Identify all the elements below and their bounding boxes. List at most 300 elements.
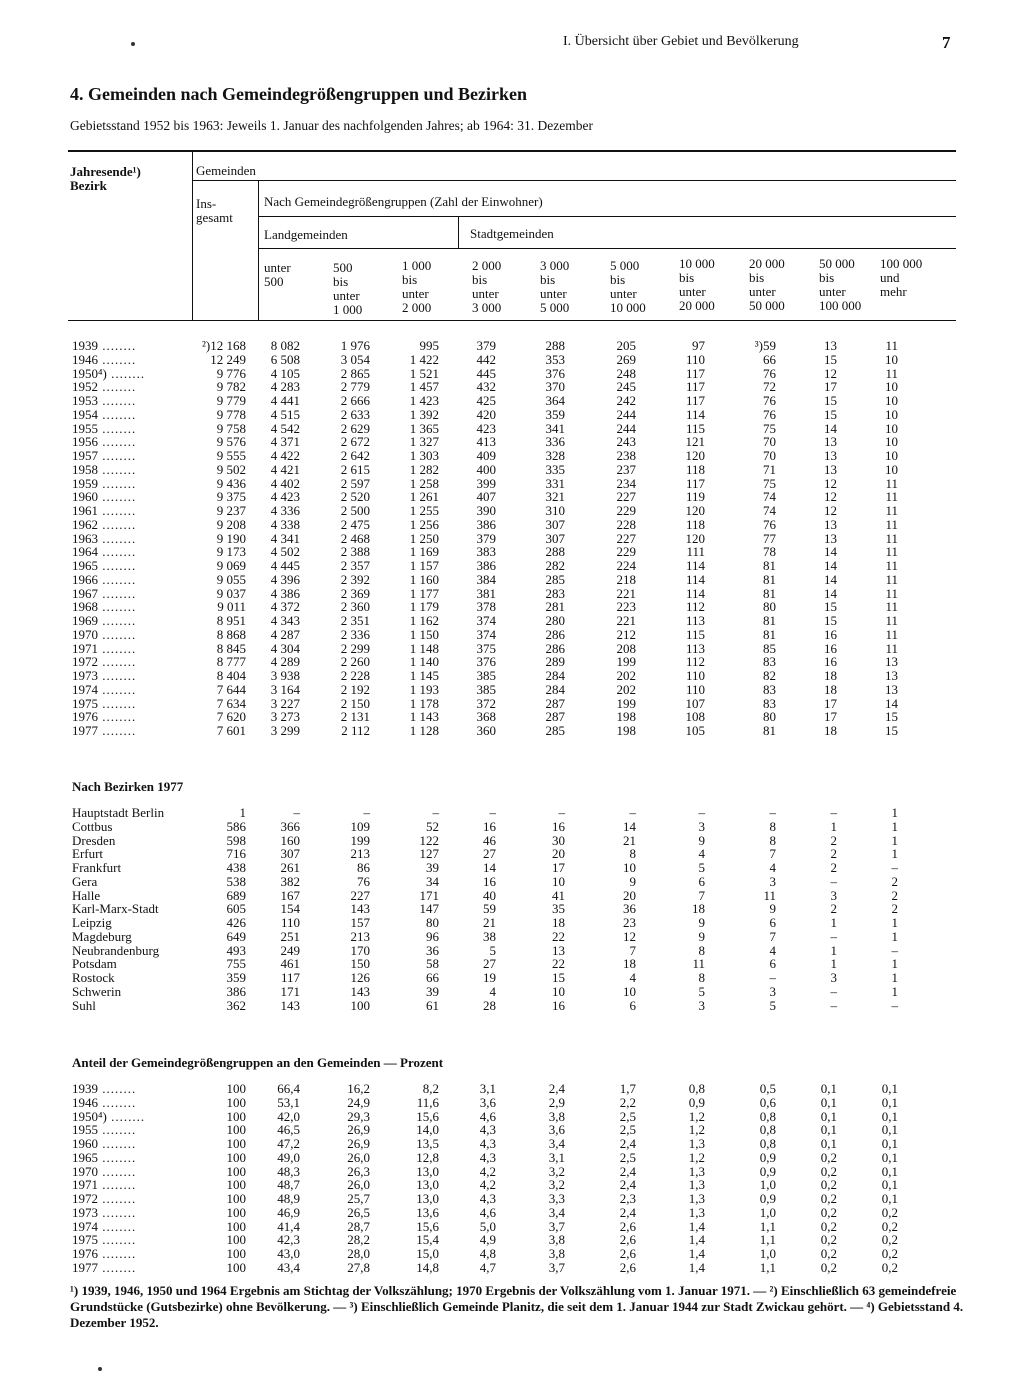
table-cell: 1,0 bbox=[759, 1177, 776, 1193]
table-cell: 19 bbox=[483, 970, 496, 985]
table-cell: 4 445 bbox=[270, 558, 300, 573]
table-cell: 4 542 bbox=[270, 420, 300, 436]
table-row bbox=[0, 1137, 1024, 1151]
table-cell: 66 bbox=[426, 970, 439, 985]
table-cell: 423 bbox=[476, 420, 496, 436]
table-cell: 66,4 bbox=[277, 1081, 300, 1096]
table-cell: 1 169 bbox=[409, 544, 439, 560]
table-cell: 0,1 bbox=[881, 1136, 898, 1151]
table-cell: 30 bbox=[552, 832, 565, 848]
table-cell: 7 644 bbox=[216, 681, 246, 697]
table-cell: 4 341 bbox=[270, 530, 300, 546]
table-cell: 14 bbox=[824, 420, 837, 436]
table-cell: 11,6 bbox=[416, 1094, 439, 1110]
table-cell: 1,4 bbox=[688, 1218, 705, 1234]
table-cell: 359 bbox=[226, 970, 246, 985]
table-cell: 310 bbox=[545, 503, 565, 518]
table-cell: 8 868 bbox=[216, 626, 246, 642]
leader-dots: ........ bbox=[98, 668, 137, 683]
table-cell: 120 bbox=[685, 448, 705, 463]
header-col-4: 2 000 bis unter 3 000 bbox=[472, 258, 502, 315]
table-cell: – bbox=[629, 805, 636, 820]
table-cell: 12 bbox=[824, 475, 837, 491]
table-cell: 3 bbox=[830, 970, 837, 985]
table-cell: 224 bbox=[616, 558, 636, 573]
footnotes: ¹) 1939, 1946, 1950 und 1964 Ergebnis am Stichtag der Volkszählung; 1970 Ergebnis der Volkszählung vom 1. Januar 1971. — ²) Einschließlich 63 gemeindefreie Grundstücke (Gutsbezirke) ohne Bevölkerung. — ³) Einschließlich Gemeinde Planitz, die seit dem 1. Januar 1944 zur Stadt Zwickau gehört. — ⁴) Gebietsstand 4. Dezember 1952. bbox=[70, 1283, 964, 1330]
table-cell: 111 bbox=[686, 544, 705, 560]
table-cell: 285 bbox=[545, 571, 565, 587]
row-label-text: 1966 bbox=[72, 571, 98, 587]
table-cell: 48,3 bbox=[277, 1163, 300, 1179]
table-cell: 114 bbox=[685, 571, 705, 587]
table-cell: 16 bbox=[824, 640, 837, 656]
table-cell: 4 423 bbox=[270, 489, 300, 505]
table-cell: 0,8 bbox=[759, 1136, 776, 1151]
table-row bbox=[0, 573, 1024, 587]
table-cell: 117 bbox=[280, 970, 300, 985]
leader-dots: ........ bbox=[98, 1204, 137, 1220]
vrule-land-stadt bbox=[458, 217, 459, 248]
table-cell: 110 bbox=[685, 668, 705, 683]
table-cell: 8 845 bbox=[216, 640, 246, 656]
table-cell: 18 bbox=[824, 723, 837, 738]
table-cell: 76 bbox=[763, 365, 776, 381]
table-cell: 75 bbox=[763, 475, 776, 491]
table-cell: 2,4 bbox=[619, 1177, 636, 1193]
table-cell: 2 150 bbox=[340, 695, 370, 711]
table-cell: 4,2 bbox=[479, 1177, 496, 1193]
row-label-text: Schwerin bbox=[72, 983, 122, 999]
table-cell: 14 bbox=[824, 571, 837, 587]
table-cell: 2 633 bbox=[340, 406, 370, 422]
leader-dots: ........ bbox=[98, 640, 137, 656]
table-cell: 212 bbox=[616, 626, 636, 642]
table-cell: 7 634 bbox=[216, 695, 246, 711]
table-cell: 2 615 bbox=[340, 461, 370, 477]
row-label-text: 1965 bbox=[72, 1149, 98, 1165]
table-cell: 10 bbox=[885, 420, 898, 436]
table-cell: 41 bbox=[552, 887, 565, 903]
table-cell: 100 bbox=[226, 1149, 246, 1165]
table-cell: 18 bbox=[552, 915, 565, 930]
top-rule bbox=[68, 150, 956, 152]
row-label bbox=[72, 628, 192, 642]
table-cell: 2,4 bbox=[619, 1136, 636, 1151]
table-cell: 2 336 bbox=[340, 626, 370, 642]
table-cell: 379 bbox=[476, 338, 496, 353]
table-cell: 4 338 bbox=[270, 516, 300, 532]
table-cell: 13,6 bbox=[416, 1204, 439, 1220]
table-cell: 2,6 bbox=[619, 1232, 636, 1248]
table-cell: 2,9 bbox=[548, 1094, 565, 1110]
table-row bbox=[0, 518, 1024, 532]
table-cell: 199 bbox=[616, 695, 636, 711]
table-cell: 2 360 bbox=[340, 599, 370, 615]
table-cell: 1 bbox=[891, 983, 898, 999]
table-cell: 11 bbox=[885, 626, 898, 642]
table-cell: 1,3 bbox=[688, 1136, 705, 1151]
row-label bbox=[72, 518, 192, 532]
table-cell: 385 bbox=[476, 681, 496, 697]
table-cell: ²)12 168 bbox=[202, 338, 246, 353]
table-cell: 1 365 bbox=[409, 420, 439, 436]
table-cell: 287 bbox=[545, 709, 565, 725]
table-cell: 1 177 bbox=[409, 585, 439, 601]
row-label-text: Suhl bbox=[72, 997, 96, 1013]
table-cell: 0,2 bbox=[881, 1204, 898, 1220]
table-cell: 9 037 bbox=[216, 585, 246, 601]
row-label bbox=[72, 1110, 192, 1124]
table-cell: 202 bbox=[616, 668, 636, 683]
leader-dots: ........ bbox=[98, 1094, 137, 1110]
table-cell: 117 bbox=[685, 393, 705, 408]
table-cell: 112 bbox=[685, 654, 705, 670]
table-cell: 100 bbox=[226, 1136, 246, 1151]
table-cell: 4 336 bbox=[270, 503, 300, 518]
leader-dots: ........ bbox=[98, 709, 137, 725]
row-label-text: 1976 bbox=[72, 709, 98, 725]
table-row bbox=[0, 1178, 1024, 1192]
table-cell: 586 bbox=[226, 818, 246, 834]
table-cell: 1 392 bbox=[409, 406, 439, 422]
table-cell: 1 bbox=[830, 956, 837, 972]
row-label-text: 1960 bbox=[72, 489, 98, 505]
table-cell: 4 105 bbox=[270, 365, 300, 381]
table-cell: 413 bbox=[476, 434, 496, 450]
table-cell: 18 bbox=[824, 681, 837, 697]
row-label bbox=[72, 1123, 192, 1137]
table-row bbox=[0, 504, 1024, 518]
row-label-text: Dresden bbox=[72, 832, 116, 848]
table-cell: 2,6 bbox=[619, 1246, 636, 1261]
table-cell: 14 bbox=[824, 544, 837, 560]
table-cell: 2 642 bbox=[340, 448, 370, 463]
table-row bbox=[0, 545, 1024, 559]
table-cell: 3 164 bbox=[270, 681, 300, 697]
table-cell: 0,2 bbox=[820, 1218, 837, 1234]
row-label bbox=[72, 944, 192, 958]
table-cell: 3,8 bbox=[548, 1246, 565, 1261]
table-cell: 7 bbox=[698, 887, 705, 903]
row-label-text: 1963 bbox=[72, 530, 98, 546]
row-label-text: 1965 bbox=[72, 558, 98, 573]
table-row bbox=[0, 1082, 1024, 1096]
table-cell: 100 bbox=[226, 1204, 246, 1220]
table-cell: 53,1 bbox=[277, 1094, 300, 1110]
table-cell: 386 bbox=[476, 558, 496, 573]
table-cell: 41,4 bbox=[277, 1218, 300, 1234]
table-cell: 0,2 bbox=[820, 1191, 837, 1206]
table-cell: 2,5 bbox=[619, 1149, 636, 1165]
table-cell: 6 bbox=[629, 997, 636, 1013]
table-row bbox=[0, 422, 1024, 436]
table-cell: 83 bbox=[763, 654, 776, 670]
table-cell: 109 bbox=[350, 818, 370, 834]
table-cell: 223 bbox=[616, 599, 636, 615]
row-label bbox=[72, 820, 192, 834]
table-cell: 11 bbox=[885, 640, 898, 656]
table-cell: 1 bbox=[891, 846, 898, 862]
table-cell: 47,2 bbox=[277, 1136, 300, 1151]
table-cell: 1,1 bbox=[759, 1259, 776, 1275]
table-cell: 221 bbox=[616, 613, 636, 628]
table-cell: 1,2 bbox=[688, 1108, 705, 1124]
table-cell: 10 bbox=[623, 860, 636, 875]
table-cell: 1 145 bbox=[409, 668, 439, 683]
table-cell: 2 351 bbox=[340, 613, 370, 628]
table-cell: 160 bbox=[280, 832, 300, 848]
table-cell: 126 bbox=[350, 970, 370, 985]
table-cell: 605 bbox=[226, 901, 246, 917]
table-row bbox=[0, 944, 1024, 958]
table-cell: 15 bbox=[824, 393, 837, 408]
table-cell: 22 bbox=[552, 928, 565, 944]
table-cell: 280 bbox=[545, 613, 565, 628]
rule-groesse bbox=[258, 216, 956, 217]
table-cell: 24,9 bbox=[347, 1094, 370, 1110]
table-cell: 3 938 bbox=[270, 668, 300, 683]
table-cell: 42,0 bbox=[277, 1108, 300, 1124]
table-row bbox=[0, 614, 1024, 628]
table-cell: 28,0 bbox=[347, 1246, 370, 1261]
row-label bbox=[72, 916, 192, 930]
table-cell: 2 bbox=[830, 832, 837, 848]
table-cell: 0,6 bbox=[759, 1094, 776, 1110]
leader-dots: ........ bbox=[98, 448, 137, 463]
table-cell: 58 bbox=[426, 956, 439, 972]
table-cell: 10 bbox=[885, 406, 898, 422]
table-cell: 10 bbox=[885, 379, 898, 395]
running-title: I. Übersicht über Gebiet und Bevölkerung bbox=[563, 34, 799, 49]
table-cell: 150 bbox=[350, 956, 370, 972]
table-cell: 3,1 bbox=[548, 1149, 565, 1165]
row-label bbox=[72, 1178, 192, 1192]
table-cell: 117 bbox=[685, 379, 705, 395]
table-cell: 1 bbox=[891, 970, 898, 985]
row-label bbox=[72, 339, 192, 353]
leader-dots: ........ bbox=[98, 613, 137, 628]
table-cell: 379 bbox=[476, 530, 496, 546]
leader-dots: ........ bbox=[98, 530, 137, 546]
table-cell: 10 bbox=[623, 983, 636, 999]
row-label-text: 1972 bbox=[72, 1191, 98, 1206]
table-cell: 38 bbox=[483, 928, 496, 944]
table-cell: 26,9 bbox=[347, 1136, 370, 1151]
table-cell: 353 bbox=[545, 351, 565, 367]
table-cell: 8 bbox=[629, 846, 636, 862]
table-cell: 2 500 bbox=[340, 503, 370, 518]
table-cell: 110 bbox=[280, 915, 300, 930]
header-col-3: 1 000 bis unter 2 000 bbox=[402, 258, 432, 315]
table-cell: 1 128 bbox=[409, 723, 439, 738]
table-cell: 1 bbox=[891, 805, 898, 820]
table-cell: 81 bbox=[763, 723, 776, 738]
leader-dots: ........ bbox=[98, 461, 137, 477]
row-label bbox=[72, 847, 192, 861]
table-cell: 4,3 bbox=[479, 1149, 496, 1165]
table-cell: 15,6 bbox=[416, 1218, 439, 1234]
table-cell: 100 bbox=[226, 1177, 246, 1193]
table-cell: 374 bbox=[476, 613, 496, 628]
table-cell: 1 150 bbox=[409, 626, 439, 642]
table-cell: 70 bbox=[763, 434, 776, 450]
table-cell: 26,3 bbox=[347, 1163, 370, 1179]
table-cell: 16 bbox=[483, 818, 496, 834]
table-cell: 5,0 bbox=[479, 1218, 496, 1234]
table-cell: – bbox=[830, 997, 837, 1013]
table-cell: 381 bbox=[476, 585, 496, 601]
table-cell: 2 666 bbox=[340, 393, 370, 408]
table-cell: 1 250 bbox=[409, 530, 439, 546]
row-label-text: 1974 bbox=[72, 1218, 98, 1234]
table-cell: 2 228 bbox=[340, 668, 370, 683]
table-cell: 114 bbox=[685, 585, 705, 601]
table-row bbox=[0, 1233, 1024, 1247]
table-cell: 4 bbox=[698, 846, 705, 862]
table-cell: 1 bbox=[891, 956, 898, 972]
leader-dots: ........ bbox=[98, 1232, 137, 1248]
table-cell: – bbox=[830, 805, 837, 820]
table-cell: 234 bbox=[616, 475, 636, 491]
table-cell: 244 bbox=[616, 420, 636, 436]
page-number: 7 bbox=[942, 33, 951, 52]
header-landgemeinden: Landgemeinden bbox=[264, 227, 348, 242]
table-cell: 100 bbox=[226, 1081, 246, 1096]
table-cell: 122 bbox=[419, 832, 439, 848]
table-cell: 81 bbox=[763, 613, 776, 628]
table-cell: 2,6 bbox=[619, 1218, 636, 1234]
leader-dots: ........ bbox=[98, 1122, 137, 1138]
row-label bbox=[72, 971, 192, 985]
table-cell: 10 bbox=[552, 983, 565, 999]
table-cell: 35 bbox=[552, 901, 565, 917]
row-label bbox=[72, 559, 192, 573]
table-cell: 376 bbox=[545, 365, 565, 381]
table-cell: 13,0 bbox=[416, 1163, 439, 1179]
table-cell: 286 bbox=[545, 640, 565, 656]
leader-dots: ........ bbox=[98, 406, 137, 422]
table-cell: 2 865 bbox=[340, 365, 370, 381]
table-cell: 9 436 bbox=[216, 475, 246, 491]
table-cell: 120 bbox=[685, 530, 705, 546]
table-cell: 3 bbox=[698, 818, 705, 834]
header-stadtgemeinden: Stadtgemeinden bbox=[470, 226, 554, 241]
row-label-text: 1969 bbox=[72, 613, 98, 628]
row-label-text: 1970 bbox=[72, 1163, 98, 1179]
table-cell: 143 bbox=[350, 983, 370, 999]
table-cell: 227 bbox=[616, 530, 636, 546]
table-cell: 282 bbox=[545, 558, 565, 573]
row-label bbox=[72, 490, 192, 504]
table-cell: 0,1 bbox=[820, 1108, 837, 1124]
table-row bbox=[0, 834, 1024, 848]
table-cell: 1 bbox=[891, 818, 898, 834]
table-cell: 10 bbox=[885, 393, 898, 408]
table-cell: 1 160 bbox=[409, 571, 439, 587]
table-cell: 755 bbox=[226, 956, 246, 972]
table-row bbox=[0, 889, 1024, 903]
row-label bbox=[72, 353, 192, 367]
table-cell: 307 bbox=[545, 530, 565, 546]
table-cell: 1,3 bbox=[688, 1163, 705, 1179]
table-cell: 0,9 bbox=[759, 1191, 776, 1206]
row-label bbox=[72, 1192, 192, 1206]
table-cell: 244 bbox=[616, 406, 636, 422]
table-cell: 108 bbox=[685, 709, 705, 725]
table-cell: 157 bbox=[350, 915, 370, 930]
table-cell: 9 208 bbox=[216, 516, 246, 532]
table-cell: 81 bbox=[763, 626, 776, 642]
table-cell: 1,3 bbox=[688, 1191, 705, 1206]
table-cell: 0,8 bbox=[759, 1108, 776, 1124]
table-cell: 112 bbox=[685, 599, 705, 615]
table-cell: 0,2 bbox=[820, 1259, 837, 1275]
table-cell: 97 bbox=[692, 338, 705, 353]
table-cell: 16,2 bbox=[347, 1081, 370, 1096]
row-label bbox=[72, 1247, 192, 1261]
table-cell: 10 bbox=[885, 448, 898, 463]
table-cell: – bbox=[769, 970, 776, 985]
table-cell: 11 bbox=[885, 571, 898, 587]
table-cell: 4 402 bbox=[270, 475, 300, 491]
table-cell: 48,7 bbox=[277, 1177, 300, 1193]
table-cell: 0,2 bbox=[881, 1232, 898, 1248]
header-col-8: 20 000 bis unter 50 000 bbox=[749, 256, 785, 313]
table-cell: 3,8 bbox=[548, 1232, 565, 1248]
table-cell: 80 bbox=[763, 599, 776, 615]
table-cell: 86 bbox=[357, 860, 370, 875]
row-label bbox=[72, 394, 192, 408]
header-col-1: unter 500 bbox=[264, 260, 291, 289]
table-cell: 362 bbox=[226, 997, 246, 1013]
table-cell: 4 343 bbox=[270, 613, 300, 628]
row-label-text: 1977 bbox=[72, 1259, 98, 1275]
table-cell: 425 bbox=[476, 393, 496, 408]
table-cell: 9 502 bbox=[216, 461, 246, 477]
row-label-text: 1953 bbox=[72, 393, 98, 408]
row-label-text: 1957 bbox=[72, 448, 98, 463]
table-cell: 0,1 bbox=[881, 1081, 898, 1096]
table-cell: 2 299 bbox=[340, 640, 370, 656]
table-cell: 3,8 bbox=[548, 1108, 565, 1124]
table-cell: 1 521 bbox=[409, 365, 439, 381]
table-cell: 18 bbox=[692, 901, 705, 917]
table-cell: 202 bbox=[616, 681, 636, 697]
table-cell: 4 422 bbox=[270, 448, 300, 463]
table-cell: 14 bbox=[483, 860, 496, 875]
table-cell: 12 bbox=[824, 489, 837, 505]
row-label bbox=[72, 985, 192, 999]
row-label-text: 1961 bbox=[72, 503, 98, 518]
table-cell: 20 bbox=[552, 846, 565, 862]
table-cell: 1,1 bbox=[759, 1218, 776, 1234]
table-cell: 100 bbox=[226, 1094, 246, 1110]
table-cell: 1,1 bbox=[759, 1232, 776, 1248]
table-cell: 147 bbox=[419, 901, 439, 917]
table-cell: 11 bbox=[885, 338, 898, 353]
table-cell: 36 bbox=[623, 901, 636, 917]
row-label bbox=[72, 1096, 192, 1110]
table-cell: 1 327 bbox=[409, 434, 439, 450]
table-cell: 13 bbox=[824, 338, 837, 353]
table-row bbox=[0, 408, 1024, 422]
row-label bbox=[72, 1220, 192, 1234]
header-col-7: 10 000 bis unter 20 000 bbox=[679, 256, 715, 313]
table-cell: 3 bbox=[769, 983, 776, 999]
table-cell: 269 bbox=[616, 351, 636, 367]
table-cell: 26,5 bbox=[347, 1204, 370, 1220]
table-cell: 8 777 bbox=[216, 654, 246, 670]
